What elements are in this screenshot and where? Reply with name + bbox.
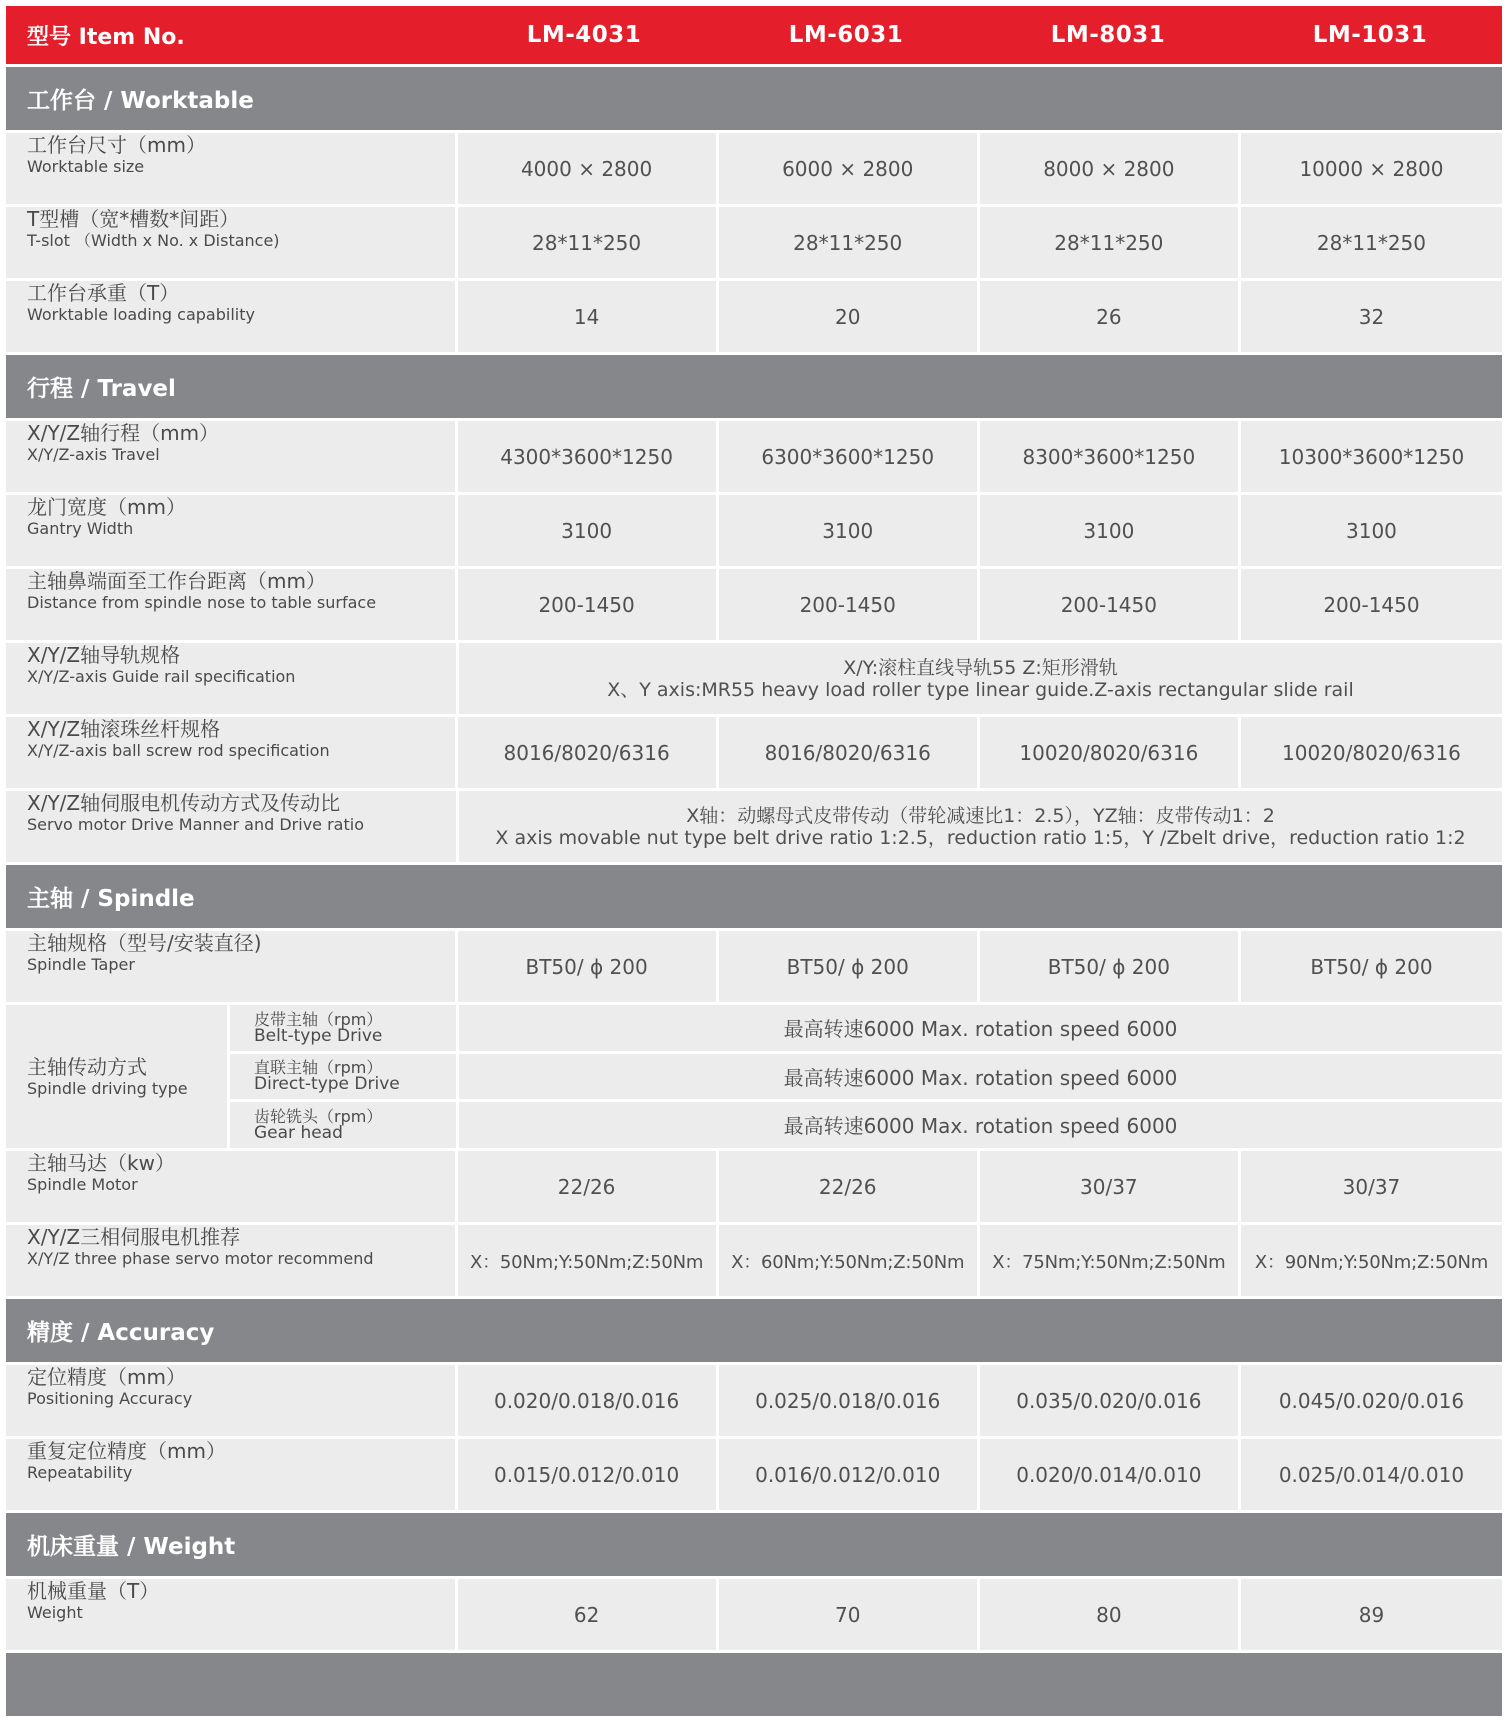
row-label (6, 791, 459, 865)
table-row (6, 717, 1502, 791)
table-row (6, 1151, 1502, 1225)
spindle-driving-block (6, 1005, 1502, 1151)
table-row (6, 495, 1502, 569)
row-label (6, 643, 459, 717)
label-en: Worktable loading capability (27, 305, 255, 324)
table-row (6, 1439, 1502, 1513)
row-label (6, 1439, 458, 1513)
table-cell: 200-1450 (1241, 569, 1502, 643)
table-cell: 30/37 (980, 1151, 1241, 1225)
label-en: Weight (27, 1603, 83, 1622)
label-zh: 工作台尺寸（mm） (27, 133, 206, 157)
guide-rail-value (459, 643, 1502, 717)
row-label (6, 495, 458, 569)
label-en: Repeatability (27, 1463, 133, 1482)
table-cell: 0.020/0.014/0.010 (980, 1439, 1241, 1513)
model-lm-8031: LM-8031 (1050, 22, 1166, 48)
table-cell: 26 (980, 281, 1241, 355)
spec-table (6, 6, 1502, 1716)
row-label (6, 569, 458, 643)
table-cell: 4300*3600*1250 (458, 421, 719, 495)
label-en: Gear head (254, 1122, 343, 1143)
table-row (6, 791, 1502, 865)
sub-label (230, 1005, 459, 1054)
row-label (6, 207, 458, 281)
value-line-zh: X轴：动螺母式皮带传动（带轮减速比1：2.5），YZ轴：皮带传动1：2 (686, 804, 1275, 827)
label-en: Distance from spindle nose to table surface (27, 593, 377, 612)
table-cell: 3100 (719, 495, 980, 569)
table-cell: 28*11*250 (719, 207, 980, 281)
label-en: T-slot （Width x No. x Distance) (27, 231, 280, 250)
row-label (6, 1151, 458, 1225)
label-zh: 龙门宽度（mm） (27, 495, 186, 519)
item-no-label: 型号 Item No. (27, 24, 185, 50)
table-cell: 22/26 (719, 1151, 980, 1225)
row-label (6, 421, 458, 495)
section-weight: 机床重量 / Weight (6, 1513, 1502, 1579)
row-label (6, 1579, 458, 1653)
table-row (6, 569, 1502, 643)
table-row (6, 643, 1502, 717)
label-zh: 皮带主轴（rpm） (254, 1009, 383, 1029)
table-cell: 20 (719, 281, 980, 355)
label-en: Spindle Motor (27, 1175, 138, 1194)
table-cell: 10020/8020/6316 (1241, 717, 1502, 791)
table-cell: 200-1450 (719, 569, 980, 643)
table-cell: 3100 (980, 495, 1241, 569)
row-label (6, 1225, 458, 1299)
table-cell: BT50/ ϕ 200 (1241, 931, 1502, 1005)
table-cell: X：50Nm;Y:50Nm;Z:50Nm (458, 1225, 719, 1299)
label-zh: 机械重量（T） (27, 1579, 160, 1603)
table-cell: 10020/8020/6316 (980, 717, 1241, 791)
table-cell: 32 (1241, 281, 1502, 355)
label-en: Servo motor Drive Manner and Drive ratio (27, 815, 364, 834)
driving-subrows (230, 1005, 1502, 1151)
table-cell: 70 (719, 1579, 980, 1653)
table-cell: 8000 × 2800 (980, 133, 1241, 207)
table-cell: 8300*3600*1250 (980, 421, 1241, 495)
table-row (6, 281, 1502, 355)
label-en: X/Y/Z-axis ball screw rod specification (27, 741, 330, 760)
table-cell: 6300*3600*1250 (719, 421, 980, 495)
value-line-zh: X/Y:滚柱直线导轨55 Z:矩形滑轨 (843, 656, 1118, 679)
sub-label (230, 1102, 459, 1151)
label-zh: 重复定位精度（mm） (27, 1439, 226, 1463)
model-lm-4031: LM-4031 (526, 22, 642, 48)
label-zh: 主轴马达（kw） (27, 1151, 175, 1175)
label-zh: 直联主轴（rpm） (254, 1058, 383, 1078)
label-zh: X/Y/Z轴行程（mm） (27, 421, 220, 445)
model-lm-6031: LM-6031 (788, 22, 904, 48)
table-cell: 200-1450 (980, 569, 1241, 643)
table-cell: X：75Nm;Y:50Nm;Z:50Nm (980, 1225, 1241, 1299)
table-cell: X：60Nm;Y:50Nm;Z:50Nm (719, 1225, 980, 1299)
table-cell: 30/37 (1241, 1151, 1502, 1225)
footer-bar (6, 1653, 1502, 1716)
label-en: Spindle driving type (27, 1078, 188, 1098)
table-row (6, 421, 1502, 495)
label-en: Direct-type Drive (254, 1074, 400, 1095)
table-cell: 最高转速6000 Max. rotation speed 6000 (459, 1054, 1502, 1103)
label-zh: X/Y/Z轴伺服电机传动方式及传动比 (27, 791, 341, 815)
table-cell: BT50/ ϕ 200 (980, 931, 1241, 1005)
sub-label (230, 1054, 459, 1103)
row-label (6, 281, 458, 355)
table-row (6, 1225, 1502, 1299)
section-worktable: 工作台 / Worktable (6, 67, 1502, 133)
table-cell: 10000 × 2800 (1241, 133, 1502, 207)
table-cell: 80 (980, 1579, 1241, 1653)
label-en: X/Y/Z-axis Travel (27, 445, 160, 464)
label-en: X/Y/Z three phase servo motor recommend (27, 1249, 374, 1268)
table-cell: 0.015/0.012/0.010 (458, 1439, 719, 1513)
table-cell: BT50/ ϕ 200 (458, 931, 719, 1005)
label-zh: 主轴鼻端面至工作台距离（mm） (27, 569, 326, 593)
label-en: Positioning Accuracy (27, 1389, 193, 1408)
table-cell: 14 (458, 281, 719, 355)
table-cell: 0.025/0.014/0.010 (1241, 1439, 1502, 1513)
table-cell: 89 (1241, 1579, 1502, 1653)
row-label (6, 717, 458, 791)
label-en: X/Y/Z-axis Guide rail specification (27, 667, 296, 686)
table-cell: X：90Nm;Y:50Nm;Z:50Nm (1241, 1225, 1502, 1299)
table-cell: 200-1450 (458, 569, 719, 643)
table-cell: 28*11*250 (1241, 207, 1502, 281)
label-zh: X/Y/Z轴导轨规格 (27, 643, 181, 667)
label-zh: X/Y/Z三相伺服电机推荐 (27, 1225, 241, 1249)
table-cell: BT50/ ϕ 200 (719, 931, 980, 1005)
row-label (6, 1005, 230, 1151)
table-row (6, 207, 1502, 281)
table-cell: 0.025/0.018/0.016 (719, 1365, 980, 1439)
label-en: Spindle Taper (27, 955, 135, 974)
table-row (6, 133, 1502, 207)
label-zh: X/Y/Z轴滚珠丝杆规格 (27, 717, 221, 741)
table-row (6, 1365, 1502, 1439)
label-en: Worktable size (27, 157, 145, 176)
label-zh: 工作台承重（T） (27, 281, 180, 305)
label-zh: 齿轮铣头（rpm） (254, 1106, 383, 1126)
table-cell: 62 (458, 1579, 719, 1653)
row-label (6, 931, 458, 1005)
label-en: Gantry Width (27, 519, 134, 538)
servo-drive-value (459, 791, 1502, 865)
label-en: Belt-type Drive (254, 1025, 383, 1046)
table-header (6, 6, 1502, 67)
table-cell: 28*11*250 (980, 207, 1241, 281)
table-cell: 0.035/0.020/0.016 (980, 1365, 1241, 1439)
label-zh: T型槽（宽*槽数*间距） (27, 207, 240, 231)
table-cell: 22/26 (458, 1151, 719, 1225)
table-row (6, 1579, 1502, 1653)
table-cell: 3100 (1241, 495, 1502, 569)
table-cell: 0.016/0.012/0.010 (719, 1439, 980, 1513)
table-cell: 最高转速6000 Max. rotation speed 6000 (459, 1005, 1502, 1054)
table-cell: 8016/8020/6316 (458, 717, 719, 791)
section-accuracy: 精度 / Accuracy (6, 1299, 1502, 1365)
label-zh: 定位精度（mm） (27, 1365, 186, 1389)
table-cell: 4000 × 2800 (458, 133, 719, 207)
table-row (6, 931, 1502, 1005)
table-row (230, 1102, 1502, 1151)
row-label (6, 1365, 458, 1439)
model-lm-1031: LM-1031 (1312, 22, 1428, 48)
table-row (230, 1054, 1502, 1103)
table-cell: 0.020/0.018/0.016 (458, 1365, 719, 1439)
table-cell: 0.045/0.020/0.016 (1241, 1365, 1502, 1439)
section-travel: 行程 / Travel (6, 355, 1502, 421)
value-line-en: X axis movable nut type belt drive ratio 1:2.5，reduction ratio 1:5，Y /Zbelt drive，reduction ratio 1:2 (495, 826, 1466, 849)
row-label (6, 133, 458, 207)
table-cell: 6000 × 2800 (719, 133, 980, 207)
table-row (230, 1005, 1502, 1054)
section-spindle: 主轴 / Spindle (6, 865, 1502, 931)
table-cell: 10300*3600*1250 (1241, 421, 1502, 495)
label-zh: 主轴规格（型号/安装直径) (27, 931, 262, 955)
table-cell: 3100 (458, 495, 719, 569)
label-zh: 主轴传动方式 (27, 1054, 147, 1079)
table-cell: 28*11*250 (458, 207, 719, 281)
value-line-en: X、Y axis:MR55 heavy load roller type linear guide.Z-axis rectangular slide rail (607, 678, 1354, 701)
table-cell: 8016/8020/6316 (719, 717, 980, 791)
table-cell: 最高转速6000 Max. rotation speed 6000 (459, 1102, 1502, 1151)
